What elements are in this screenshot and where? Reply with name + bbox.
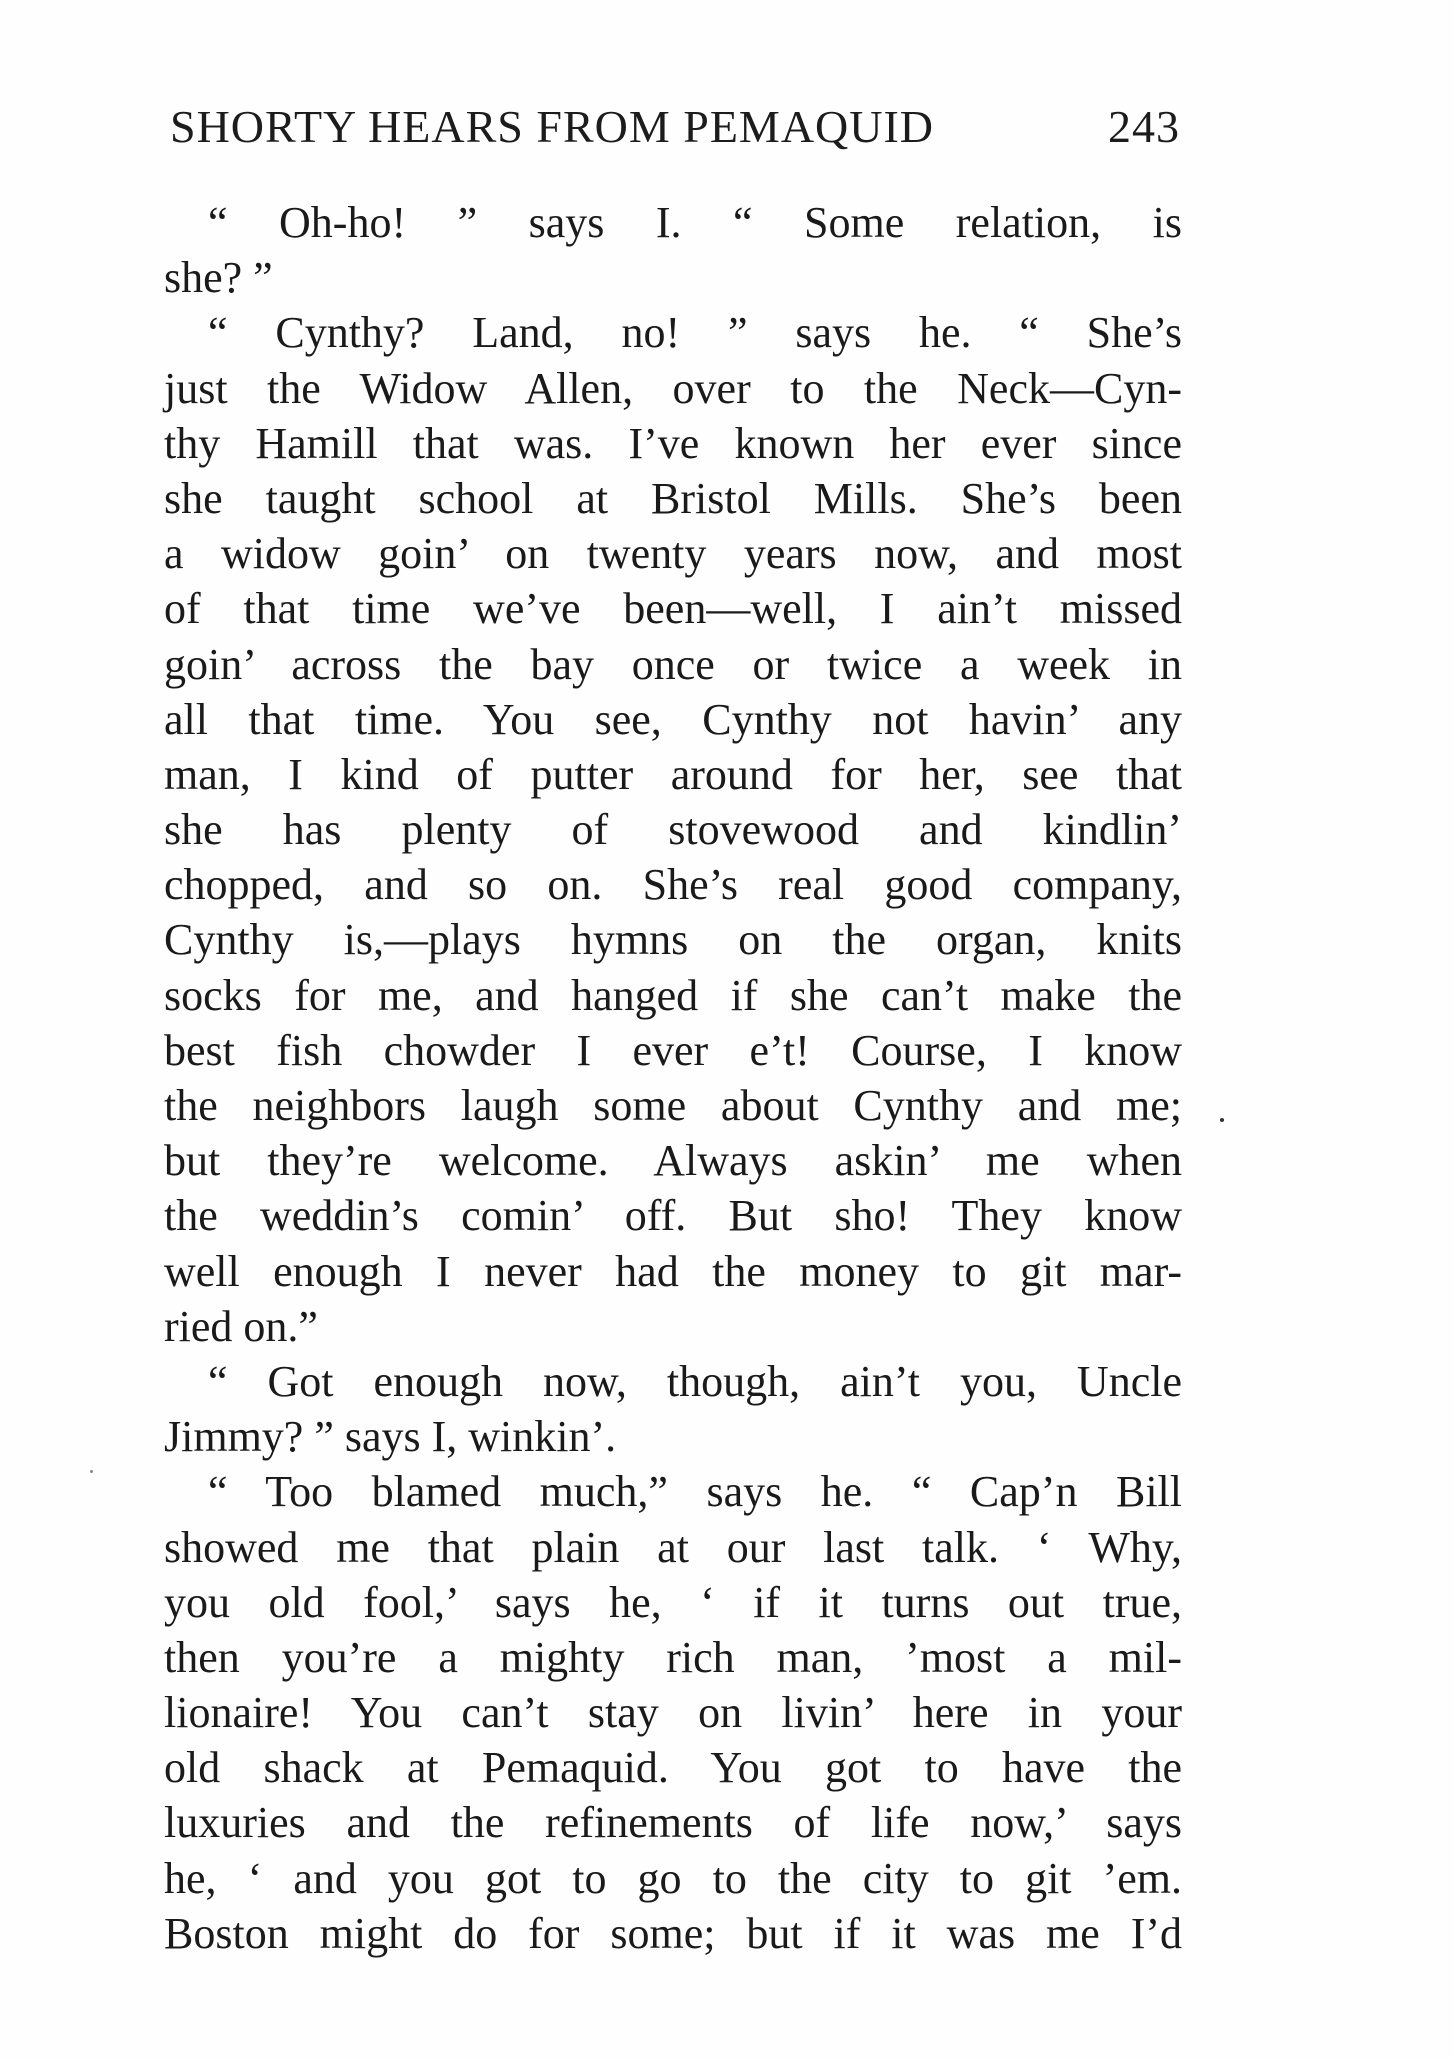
text-line: Jimmy? ” says I, winkin’.: [164, 1412, 617, 1462]
text-line: “ Cynthy? Land, no! ” says he. “ She’s: [208, 308, 1182, 358]
text-line: man, I kind of putter around for her, see that: [164, 749, 1182, 799]
text-line: then you’re a mighty rich man, ’most a mil-: [164, 1632, 1182, 1682]
text-line: but they’re welcome. Always askin’ me when: [164, 1136, 1182, 1186]
text-line: you old fool,’ says he, ‘ if it turns out true,: [164, 1577, 1182, 1627]
running-header: [170, 100, 1180, 160]
page-number: 243: [1108, 101, 1180, 152]
text-line: thy Hamill that was. I’ve known her ever since: [164, 418, 1182, 468]
text-line: just the Widow Allen, over to the Neck—Cyn-: [164, 363, 1182, 413]
running-title: SHORTY HEARS FROM PEMAQUID: [170, 101, 935, 152]
text-line: best fish chowder I ever e’t! Course, I know: [164, 1025, 1182, 1075]
print-speck: [1220, 1118, 1224, 1122]
text-line: of that time we’ve been—well, I ain’t missed: [164, 584, 1182, 634]
text-line: all that time. You see, Cynthy not havin’ any: [164, 694, 1182, 744]
text-line: showed me that plain at our last talk. ‘ Why,: [164, 1522, 1182, 1572]
text-line: she taught school at Bristol Mills. She’s been: [164, 473, 1182, 523]
text-line: old shack at Pemaquid. You got to have the: [164, 1743, 1182, 1793]
text-line: she? ”: [164, 253, 273, 303]
text-line: well enough I never had the money to git mar-: [164, 1246, 1182, 1296]
text-line: lionaire! You can’t stay on livin’ here in your: [164, 1688, 1182, 1738]
text-line: the weddin’s comin’ off. But sho! They know: [164, 1191, 1182, 1241]
text-line: he, ‘ and you got to go to the city to git ’em.: [164, 1853, 1182, 1903]
text-line: luxuries and the refinements of life now,’ says: [164, 1798, 1182, 1848]
text-line: Cynthy is,—plays hymns on the organ, knits: [164, 915, 1182, 965]
text-line: “ Too blamed much,” says he. “ Cap’n Bill: [208, 1467, 1182, 1517]
body-text: [164, 195, 1182, 1961]
text-line: ried on.”: [164, 1301, 318, 1351]
text-line: “ Got enough now, though, ain’t you, Uncle: [208, 1356, 1182, 1406]
text-line: Boston might do for some; but if it was me I’d: [164, 1908, 1182, 1958]
text-line: “ Oh-ho! ” says I. “ Some relation, is: [208, 198, 1182, 247]
text-line: chopped, and so on. She’s real good company,: [164, 860, 1182, 910]
text-line: goin’ across the bay once or twice a week in: [164, 639, 1182, 689]
text-line: socks for me, and hanged if she can’t make the: [164, 970, 1182, 1020]
text-line: a widow goin’ on twenty years now, and most: [164, 529, 1182, 579]
text-line: the neighbors laugh some about Cynthy and me;: [164, 1081, 1182, 1130]
text-line: she has plenty of stovewood and kindlin’: [164, 805, 1182, 855]
print-speck: [90, 1470, 93, 1473]
